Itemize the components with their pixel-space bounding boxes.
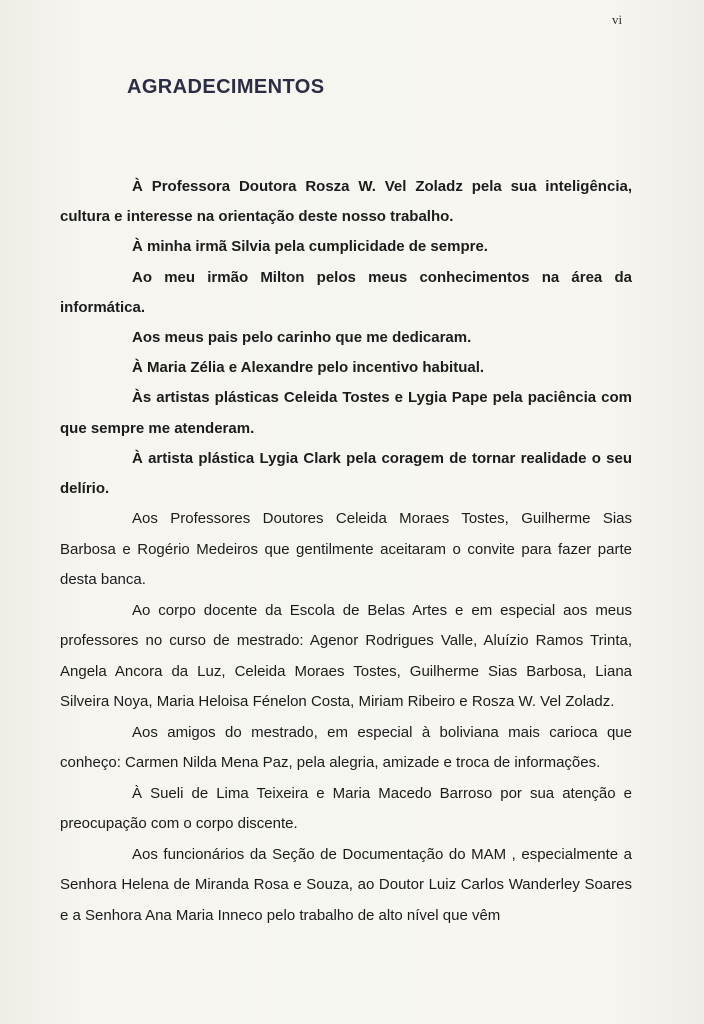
page-number: vi: [612, 12, 623, 27]
paragraph: Ao corpo docente da Escola de Belas Artes e em especial aos meus professores no curso de mestrado: Agenor Rodrigues Valle, Aluízio Ramos Trinta, Angela Ancora da Luz, Celeida Moraes Tostes, Guilherme Sias Barbosa, Liana Silveira Noya, Maria Heloisa Fénelon Costa, Miriam Ribeiro e Rosza W. Vel Zoladz.: [60, 601, 632, 711]
paragraph: À Sueli de Lima Teixeira e Maria Macedo Barroso por sua atenção e preocupação com o corpo discente.: [60, 784, 632, 833]
paragraph: À Maria Zélia e Alexandre pelo incentivo habitual.: [132, 359, 485, 377]
paragraph: Às artistas plásticas Celeida Tostes e Lygia Pape pela paciência com que sempre me atenderam.: [60, 389, 632, 437]
paragraph: À minha irmã Silvia pela cumplicidade de sempre.: [132, 238, 488, 256]
paragraph: Ao meu irmão Milton pelos meus conhecimentos na área da informática.: [60, 268, 632, 316]
page-title: AGRADECIMENTOS: [127, 76, 325, 98]
paragraph: À artista plástica Lygia Clark pela coragem de tornar realidade o seu delírio.: [60, 449, 632, 498]
paragraph: À Professora Doutora Rosza W. Vel Zoladz pela sua inteligência, cultura e interesse na orientação deste nosso trabalho.: [60, 178, 632, 226]
paragraph: Aos Professores Doutores Celeida Moraes Tostes, Guilherme Sias Barbosa e Rogério Medeiros que gentilmente aceitaram o convite para fazer parte desta banca.: [60, 510, 632, 589]
acknowledgements-body: [60, 172, 632, 931]
paragraph: Aos amigos do mestrado, em especial à boliviana mais carioca que conheço: Carmen Nilda Mena Paz, pela alegria, amizade e troca de informações.: [60, 723, 632, 772]
paragraph: Aos meus pais pelo carinho que me dedicaram.: [132, 329, 472, 347]
paragraph: Aos funcionários da Seção de Documentação do MAM , especialmente a Senhora Helena de Miranda Rosa e Souza, ao Doutor Luiz Carlos Wanderley Soares e a Senhora Ana Maria Inneco pelo trabalho de alto nível que vêm: [60, 845, 632, 924]
